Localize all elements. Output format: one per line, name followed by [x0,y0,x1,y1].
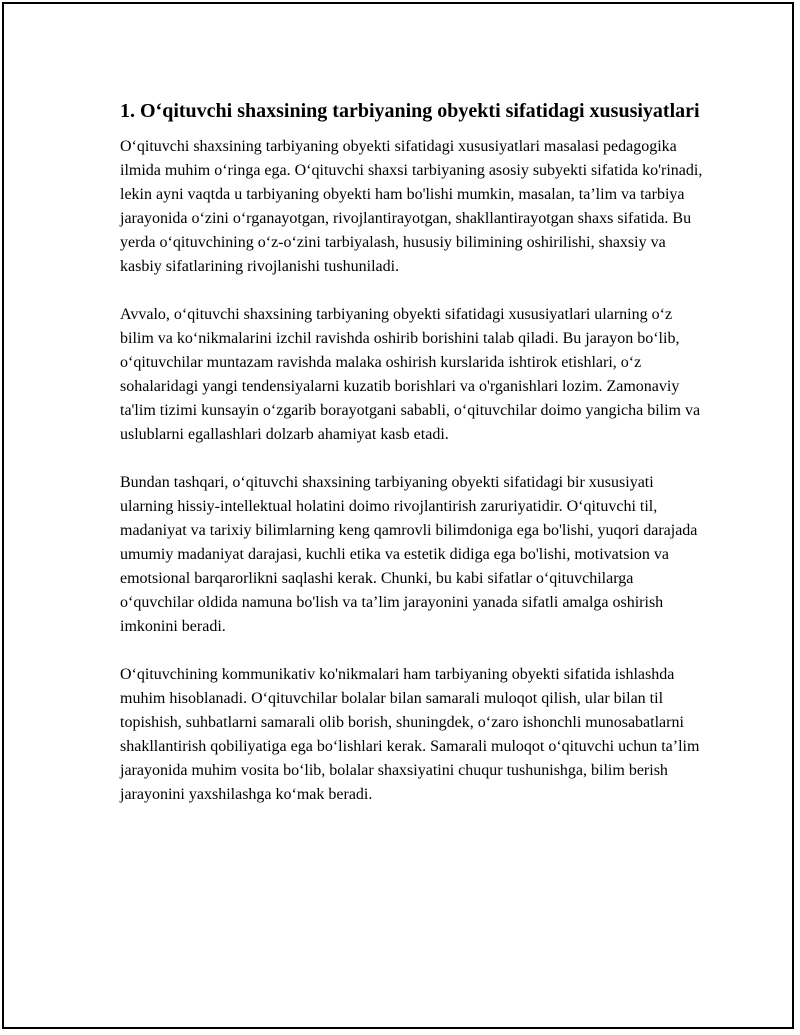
paragraph-2: Avvalo, o‘qituvchi shaxsining tarbiyaning obyekti sifatidagi xususiyatlari ularning o‘z bilim va ko‘nikmalarini izchil ravishda oshirib borishini talab qiladi. Bu jarayon bo‘lib, o‘qituvchilar muntazam ravishda malaka oshirish kurslarida ishtirok etishlari, o‘z sohalaridagi yangi tendensiyalarni kuzatib borishlari va o'rganishlari lozim. Zamonaviy ta'lim tizimi kunsayin o‘zgarib borayotgani sababli, o‘qituvchilar doimo yangicha bilim va uslublarni egallashlari dolzarb ahamiyat kasb etadi. [120,306,701,443]
paragraph-4: O‘qituvchining kommunikativ ko'nikmalari ham tarbiyaning obyekti sifatida ishlashda muhim hisoblanadi. O‘qituvchilar bolalar bilan samarali muloqot qilish, ular bilan til topishish, suhbatlarni samarali olib borish, shuningdek, o‘zaro ishonchli munosabatlarni shakllantirish qobiliyatiga ega bo‘lishlari kerak. Samarali muloqot o‘qituvchi uchun ta’lim jarayonida muhim vosita bo‘lib, bolalar shaxsiyatini chuqur tushunishga, bilim berish jarayonini yaxshilashga ko‘mak beradi. [120,666,700,803]
paragraph-1: O‘qituvchi shaxsining tarbiyaning obyekti sifatidagi xususiyatlari masalasi pedagogika ilmida muhim o‘ringa ega. O‘qituvchi shaxsi tarbiyaning asosiy subyekti sifatida ko'rinadi, lekin ayni vaqtda u tarbiyaning obyekti ham bo'lishi mumkin, masalan, ta’lim va tarbiya jarayonida o‘zini o‘rganayotgan, rivojlantirayotgan, shakllantirayotgan shaxs sifatida. Bu yerda o‘qituvchining o‘z-o‘zini tarbiyalash, hususiy bilimining oshirilishi, shaxsiy va kasbiy sifatlarining rivojlanishi tushuniladi. [120,138,703,275]
paragraph-3: Bundan tashqari, o‘qituvchi shaxsining tarbiyaning obyekti sifatidagi bir xususiyati ularning hissiy-intellektual holatini doimo rivojlantirish zaruriyatidir. O‘qituvchi til, madaniyat va tarixiy bilimlarning keng qamrovli bilimdoniga ega bo'lishi, yuqori darajada umumiy madaniyat darajasi, kuchli etika va estetik didiga ega bo'lishi, motivatsion va emotsional barqarorlikni saqlashi kerak. Chunki, bu kabi sifatlar o‘qituvchilarga o‘quvchilar oldida namuna bo'lish va ta’lim jarayonini yanada sifatli amalga oshirish imkonini beradi. [120,474,698,635]
document-body [120,98,704,807]
page-frame [2,2,794,1029]
section-heading: 1. O‘qituvchi shaxsining tarbiyaning obyekti sifatidagi xususiyatlari [120,100,700,122]
